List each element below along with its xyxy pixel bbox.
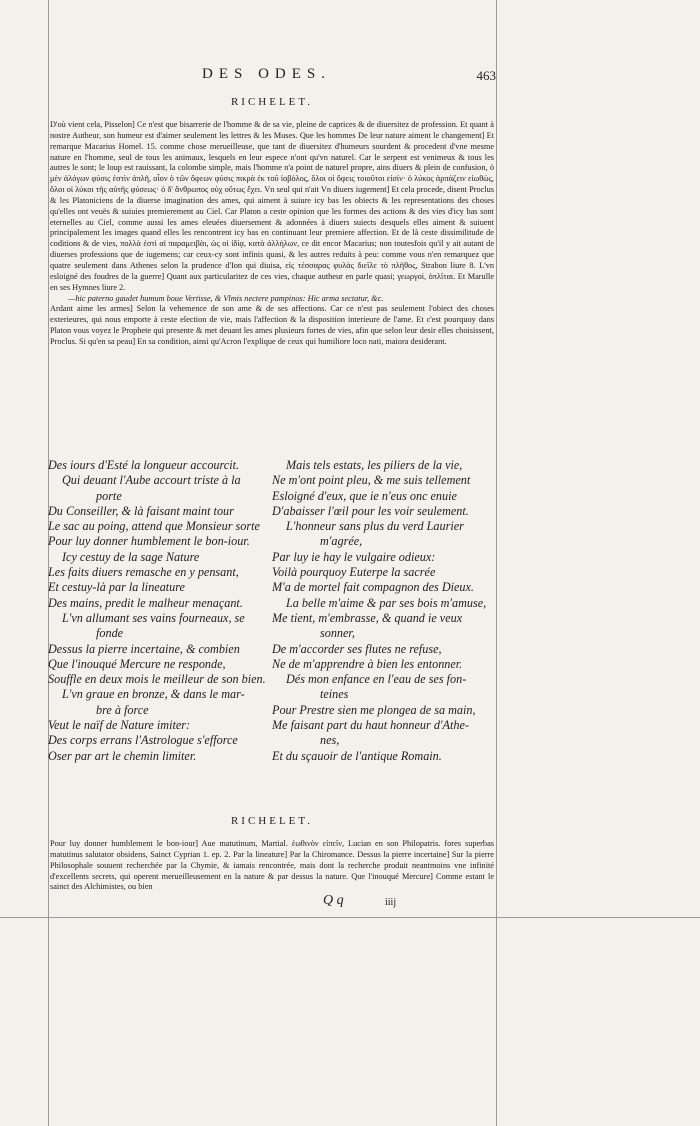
section-title-top: RICHELET. <box>230 96 314 108</box>
verse-line: Et du sçauoir de l'antique Romain. <box>272 748 442 763</box>
verse-line: Souffle en deux mois le meilleur de son bien. <box>48 672 266 687</box>
verse-line: Des corps errans l'Astrologue s'efforce <box>48 733 238 748</box>
verse-line: Des mains, predit le malheur menaçant. <box>48 595 243 610</box>
verse-line: bre à force <box>96 702 149 717</box>
verse-line: Que l'inouqué Mercure ne responde, <box>48 656 226 671</box>
verse-line: fonde <box>96 626 124 641</box>
verse-column-right <box>272 458 496 764</box>
verse-line: teines <box>320 687 349 702</box>
verse-line: Oser par art le chemin limiter. <box>48 748 197 763</box>
page-number: 463 <box>476 68 496 83</box>
running-title: DES ODES. <box>202 66 332 82</box>
verse-line: Par luy ie hay le vulgaire odieux: <box>272 549 436 564</box>
verse-line: M'a de mortel fait compagnon des Dieux. <box>272 580 474 595</box>
verse-line: L'vn allumant ses vains fourneaux, se <box>62 610 245 625</box>
verse-line: Des iours d'Esté la longueur accourcit. <box>48 458 240 472</box>
commentary-top <box>50 120 494 348</box>
verse-line: Icy cestuy de la sage Nature <box>62 549 200 564</box>
latin-quotation: —hic paterno gaudet humum boue Vertisse, & Vlmis nectere pampinos: Hic arma sectatur, &c. <box>68 293 384 303</box>
running-head <box>48 66 496 86</box>
verse-column-left <box>48 458 270 764</box>
verse-line: Me tient, m'embrasse, & quand ie veux <box>272 610 463 625</box>
verse-line: Me faisant part du haut honneur d'Athe- <box>272 718 469 733</box>
section-title-bottom: RICHELET. <box>230 815 314 827</box>
verse-line: Veut le naïf de Nature imiter: <box>48 718 191 733</box>
signature-roman: iiij <box>385 897 397 908</box>
verse-line: La belle m'aime & par ses bois m'amuse, <box>286 595 487 610</box>
signature-mark: Q q <box>323 893 344 908</box>
verse-line: Mais tels estats, les piliers de la vie, <box>286 458 463 472</box>
verse-line: Et cestuy-là par la lineature <box>48 580 185 595</box>
verse-line: Dés mon enfance en l'eau de ses fon- <box>286 672 467 687</box>
verse-line: Ne de m'apprendre à bien les entonner. <box>272 656 463 671</box>
verse-line: Pour Prestre sien me plongea de sa main, <box>272 702 476 717</box>
verse-line: Les faits diuers remasche en y pensant, <box>48 565 239 580</box>
commentary-paragraph-1: D'où vient cela, Pisselon] Ce n'est que bisarrerie de l'homme & de sa vie, pleine de caprices & de diuersitez de profession. Et quant à nostre Autheur, son humeur est d'aimer seulement les lettres & les Muses. Que les hommes De leur nature aiment le changement] Et remarque Macarius Homel. 15. comme chose merueilleuse, que tant de diuersitez d'humeurs sourdent & procedent d'vne mesme nature en l'homme, seul de tous les animaux, lesquels en leur espece n'ont qu'vn naturel. Car le serpent est venimeux & tous les autres le sont; le loup est rauissant, la colombe simple, mais l'homme n'a point de naturel propre, ains diuers & plein de confusion, ὁ μὲν ἀλόγων φύσις ἐστὶν ἁπλῆ, οἷον ὁ τῶν ὄφεων φύσις πικρὰ ἐκ τοῦ ἰοβόλος, ὅλοι οἱ ὄφεις τοιοῦτοι εἰσίν· ὁ λύκος ἁρπάζειν εἰωθώς, ὅλοι οἱ λύκοι τῆς αὐτῆς φύσεως· ὁ δ' ἄνθρωπος οὐχ οὕτως ἔχει. Vn seul qui n'ait Vn diuers iugement] Et cela procede, disent Proclus & les Platoniciens de la diuerse imagination des ames, qui aiment à suiure icy bas les obiects & les representations des choses qu'elles ont veuës & suiuies premierement au Ciel. Car Platon a ceste opinion que les formes des actions & des vies d'icy bas sont eternelles au Ciel, comme aussi les ames eleuées diuersement & adonnées à diuers suiects desquels elles aiment & suiuent principalement les images quand elles les rencontrent icy bas en continuant leur premiere affection. Et de là ceste dissimilitude de coditions & de vies, πολλὰ ἐστὶ αἱ παραμειβὰι, ὡς οἱ ἰδίᾳ, κατὰ ἀλλήλων, ce dit encor Macarius; non toutesfois qu'il y ait autant de diuerses professions que de iugemens; car ceux-cy sont infinis quasi, & les autres reduits à peu: comme vous n'en remarquez que quatre seulement dans Athenes selon la prudence d'Ion qui diuisa, εἰς τέσσαρας φυλὰς διεῖλε τὸ πλῆθος, Strabon liure 8. L'vn esloigné des foudres de la guerre] Quant aux particularitez de ces vies, chaque autheur en parle quasi; γεωργοί, ὁπλῖται. Et Marulle en ses Hymnes liure 2. <box>50 120 494 292</box>
verse-line: porte <box>96 488 122 503</box>
verse-line: m'agrée, <box>320 534 363 549</box>
verse-line: sonner, <box>320 626 355 641</box>
verse-line: D'abaisser l'œil pour les voir seulement. <box>272 503 469 518</box>
fold-rule-right <box>496 0 497 1126</box>
verse-line: Le sac au poing, attend que Monsieur sorte <box>48 519 260 534</box>
verse-line: nes, <box>320 733 340 748</box>
verse-line: Dessus la pierre incertaine, & combien <box>48 641 240 656</box>
verse-line: L'honneur sans plus du verd Laurier <box>286 519 464 534</box>
verse-line: Pour luy donner humblement le bon-iour. <box>48 534 250 549</box>
verse-line: Voilà pourquoy Euterpe la sacrée <box>272 565 436 580</box>
verse-line: Du Conseiller, & là faisant maint tour <box>48 503 234 518</box>
commentary-paragraph-2: Ardant aime les armes] Selon la vehemence de son ame & de ses affections. Car ce n'est pas seulement l'obiect des choses exterieures, qui nous emporte à ceste election de vie, mais l'affection & la disposition interieure de l'ame. Et c'est pourquoy dans Platon vous voyez le Prophete qui presente & met deuant les ames plusieurs fortes de vies, afin que selon leur desir elles choisissent, Proclus. Si qu'en sa peau] En sa condition, ainsi qu'Acron l'explique de ceux qui humiliore loco nati, maiora desiderant. <box>50 304 494 346</box>
verse-line: De m'accorder ses flutes ne refuse, <box>272 641 442 656</box>
book-page <box>48 0 496 1126</box>
verse-line: Esloigné d'eux, que ie n'eus onc enuie <box>272 488 457 503</box>
verse-line: Qui deuant l'Aube accourt triste à la <box>62 473 241 488</box>
commentary-bottom: Pour luy donner humblement le bon-iour] Aue matutinum, Martial. ἑωθινὸν εἰπεῖν, Lucian en son Philopatris. fores superbas matutinus salutator obsidens, Sainct Cyprian 1. ep. 2. Par la lineature] Par la Chiromance. Dessus la pierre incertaine] Sur la pierre Philosophale souuent recherchée par la Chymie, & iamais rencontrée, mais dont la recherche produit neantmoins vne infinité d'excellents secrets, qui operent merueilleusement en la nature & par dessus la nature. Que l'inouqué Mercure] Comme estant le sainct des Alchimistes, ou bien <box>50 839 494 892</box>
verse-line: L'vn graue en bronze, & dans le mar- <box>62 687 245 702</box>
verse-line: Ne m'ont point pleu, & me suis tellement <box>272 473 471 488</box>
